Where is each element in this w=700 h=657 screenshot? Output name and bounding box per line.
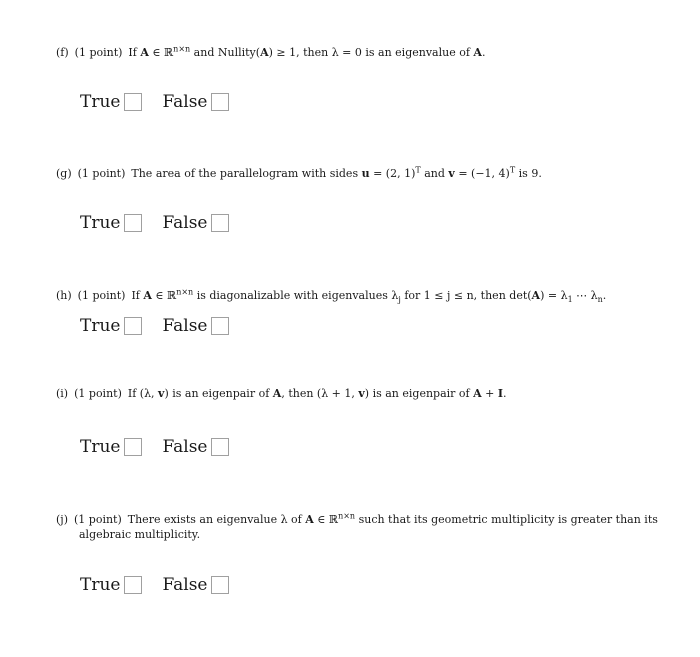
answer-row-f	[80, 90, 229, 114]
question-text-segment: ) is an eigenpair of	[164, 387, 273, 400]
false-option[interactable]	[162, 92, 229, 112]
question-text-segment: and Nullity(	[190, 45, 261, 59]
question-text-segment: for 1 ≤ j ≤ n, then det(	[400, 288, 532, 302]
question-text-segment: ) ≥ 1, then λ = 0 is an eigenvalue of	[268, 45, 474, 59]
question-text-segment: n×n	[338, 511, 356, 520]
true-option[interactable]	[80, 92, 142, 112]
false-checkbox[interactable]	[211, 214, 229, 232]
question-text-segment: I	[497, 387, 504, 400]
false-label: False	[162, 575, 208, 595]
true-label: True	[80, 92, 121, 112]
question-text-segment: u	[361, 166, 370, 180]
question-text-segment: v	[158, 387, 165, 400]
true-option[interactable]	[80, 575, 142, 595]
question-text-segment: A	[143, 288, 152, 302]
false-option[interactable]	[162, 213, 229, 233]
question-text-segment: A	[305, 512, 314, 526]
question-points: (1 point)	[74, 45, 123, 59]
false-label: False	[162, 213, 208, 233]
false-label: False	[162, 92, 208, 112]
question-text-segment: j	[398, 294, 401, 304]
question-text-segment: n	[597, 294, 603, 304]
question-text-segment: A	[140, 45, 149, 59]
question-points: (1 point)	[74, 512, 122, 526]
question-text-segment: T	[509, 165, 516, 174]
true-label: True	[80, 575, 121, 595]
true-label: True	[80, 437, 121, 457]
false-checkbox[interactable]	[211, 317, 229, 335]
question-text-segment: A	[473, 387, 482, 400]
true-label: True	[80, 213, 121, 233]
question-text-segment: ⋯ λ	[572, 288, 598, 302]
question-points: (1 point)	[77, 288, 126, 302]
question-text-segment: = (2, 1)	[369, 166, 416, 180]
question-text-segment: If	[131, 288, 144, 302]
question-text-segment: is 9.	[515, 166, 542, 180]
question-tag: (i)	[56, 387, 69, 400]
question-text-segment: ) = λ	[540, 288, 568, 302]
question-text-segment: .	[481, 45, 486, 59]
question-text-segment: and	[420, 166, 449, 180]
question-text-segment: , then (λ + 1,	[281, 387, 359, 400]
true-checkbox[interactable]	[124, 214, 142, 232]
false-option[interactable]	[162, 575, 229, 595]
question-text-segment: = (−1, 4)	[454, 166, 510, 180]
question-tag: (j)	[56, 512, 68, 526]
question-text-segment: .	[503, 387, 507, 400]
question-i	[56, 386, 507, 401]
question-text-segment: ∈ ℝ	[151, 288, 177, 302]
question-text-segment: 1	[567, 294, 573, 304]
answer-row-h	[80, 314, 229, 338]
question-text	[131, 289, 606, 302]
question-tag: (f)	[56, 45, 69, 59]
question-text	[56, 513, 658, 542]
question-text-segment: A	[260, 45, 269, 59]
true-checkbox[interactable]	[124, 438, 142, 456]
question-points: (1 point)	[77, 166, 126, 180]
question-h	[56, 284, 606, 307]
question-text	[128, 46, 485, 59]
false-checkbox[interactable]	[211, 576, 229, 594]
question-text-segment: +	[481, 387, 498, 400]
question-f	[56, 41, 485, 60]
true-option[interactable]	[80, 437, 142, 457]
question-text-continuation: algebraic multiplicity.	[79, 527, 201, 541]
question-text	[131, 167, 541, 180]
question-text-segment: such that its geometric multiplicity is greater than its	[355, 512, 658, 526]
question-text-segment: A	[531, 288, 541, 302]
question-text-segment: ∈ ℝ	[148, 45, 174, 59]
question-text-segment: T	[415, 165, 421, 174]
answer-row-g	[80, 211, 229, 235]
question-text-segment: n×n	[176, 287, 194, 296]
question-text-segment: .	[602, 288, 607, 302]
question-text	[128, 387, 507, 400]
false-label: False	[162, 316, 208, 336]
question-text-segment: ) is an eigenpair of	[364, 387, 474, 400]
true-option[interactable]	[80, 213, 142, 233]
question-text-segment: is diagonalizable with eigenvalues λ	[193, 288, 399, 302]
question-text-segment: v	[448, 166, 455, 180]
true-label: True	[80, 316, 121, 336]
false-checkbox[interactable]	[211, 93, 229, 111]
question-text-segment: ∈ ℝ	[313, 512, 339, 526]
true-checkbox[interactable]	[124, 317, 142, 335]
true-checkbox[interactable]	[124, 93, 142, 111]
question-points: (1 point)	[74, 387, 122, 400]
question-j	[56, 508, 658, 542]
question-text-segment: n×n	[173, 44, 191, 53]
question-tag: (h)	[56, 288, 72, 302]
question-text-segment: A	[473, 45, 482, 59]
question-tag: (g)	[56, 166, 72, 180]
false-label: False	[162, 437, 208, 457]
question-text-segment: The area of the parallelogram with sides	[131, 166, 362, 180]
question-g	[56, 162, 542, 181]
false-checkbox[interactable]	[211, 438, 229, 456]
false-option[interactable]	[162, 437, 229, 457]
question-text-segment: If	[128, 45, 141, 59]
question-text-segment: If (λ,	[127, 387, 159, 400]
question-text-segment: v	[358, 387, 365, 400]
question-text-segment: A	[272, 387, 282, 400]
question-text-segment: There exists an eigenvalue λ of	[127, 512, 306, 526]
answer-row-j	[80, 573, 229, 597]
answer-row-i	[80, 435, 229, 459]
true-checkbox[interactable]	[124, 576, 142, 594]
true-option[interactable]	[80, 316, 142, 336]
false-option[interactable]	[162, 316, 229, 336]
